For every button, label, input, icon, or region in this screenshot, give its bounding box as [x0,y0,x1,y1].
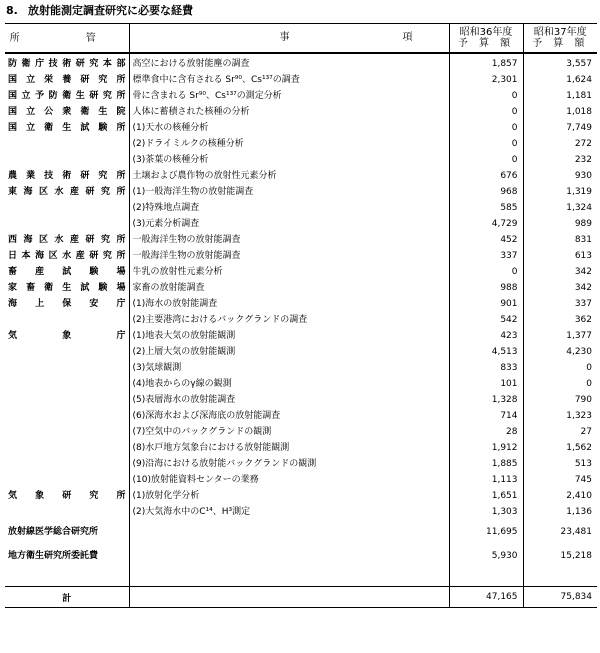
header-fy37 [523,24,597,54]
table-row [5,152,597,168]
fy37-value-cell: 2,410 [566,491,592,501]
fy36-value-cell: 1,857 [449,53,523,72]
item-cell: (3)茶葉の核種分析 [129,152,449,168]
title-text: 放射能測定調査研究に必要な経費 [28,4,193,17]
header-item-right: 項 [402,32,413,43]
fy37-value-cell: 337 [574,299,592,309]
fy36-value-cell: 1,912 [449,440,523,456]
org-cell [5,472,129,488]
table-row [5,296,597,312]
fy36-value-cell: 676 [449,168,523,184]
table-row [5,344,597,360]
table-row [5,280,597,296]
fy37-value-cell: 989 [574,219,592,229]
fy36-value-cell: 28 [449,424,523,440]
item-cell: (2)特殊地点調査 [129,200,449,216]
org-cell: 家畜衛生試験場 [5,280,129,296]
fy37-value-cell: 1,324 [566,203,592,213]
item-cell: (4)地表からのγ線の観測 [129,376,449,392]
item-cell: (2)主要港湾におけるバックグランドの調査 [129,312,449,328]
table-row [5,200,597,216]
total-item-cell [129,587,449,608]
item-cell: 標準食中に含有される Sr⁹⁰、Cs¹³⁷の調査 [129,72,449,88]
spacer-row [5,568,597,587]
header-item-left: 事 [279,32,290,43]
org-cell [5,344,129,360]
item-cell: (3)元素分析調査 [129,216,449,232]
item-cell: (9)沿海における放射能バックグランドの観測 [129,456,449,472]
table-row [5,104,597,120]
fy37-value-cell: 1,323 [566,411,592,421]
header-fy36-label: 予 算 額 [457,38,515,49]
header-fy37-label: 予 算 額 [532,38,589,49]
org-cell: 国立栄養研究所 [5,72,129,88]
fy36-value-cell: 901 [449,296,523,312]
table-row [5,232,597,248]
table-row [5,328,597,344]
fy37-value-cell: 4,230 [566,347,592,357]
spacer-cell [5,568,129,587]
item-cell: 牛乳の放射性元素分析 [129,264,449,280]
header-item [129,24,449,54]
table-row [5,392,597,408]
org-cell [5,376,129,392]
fy36-value-cell: 2,301 [449,72,523,88]
org-cell [5,312,129,328]
fy36-value-cell: 1,885 [449,456,523,472]
table-row [5,72,597,88]
header-org: 所 管 [5,24,129,54]
table-row [5,53,597,72]
fy37-value-cell: 831 [574,235,592,245]
item-cell: (1)地表大気の放射能観測 [129,328,449,344]
item-cell: (1)一般海洋生物の放射能調査 [129,184,449,200]
fy37-value-cell: 15,218 [560,550,592,561]
org-cell: 東海区水産研究所 [5,184,129,200]
org-cell: 畜産試験場 [5,264,129,280]
item-cell: (6)深海水および深海底の放射能調査 [129,408,449,424]
fy36-value-cell: 0 [449,264,523,280]
item-cell: 一般海洋生物の放射能調査 [129,248,449,264]
fy37-value-cell: 1,319 [566,187,592,197]
table-row [5,408,597,424]
fy37-value-cell: 7,749 [566,123,592,133]
total-fy37: 75,834 [523,587,597,608]
org-cell [5,408,129,424]
fy37-value-cell: 1,377 [566,331,592,341]
table-row [5,136,597,152]
item-cell: (7)空気中のバックグランドの観測 [129,424,449,440]
fy36-value-cell: 0 [449,104,523,120]
item-cell: 人体に蓄積された核種の分析 [129,104,449,120]
header-fy37-year: 昭和37年度 [533,27,587,38]
fy36-value-cell: 11,695 [449,520,523,544]
fy37-value-cell: 23,481 [560,526,592,537]
fy36-value-cell: 5,930 [449,544,523,568]
org-cell: 地方衛生研究所委託費 [5,544,129,568]
fy36-value-cell: 988 [449,280,523,296]
table-row [5,520,597,544]
org-cell [5,136,129,152]
table-row [5,488,597,504]
org-cell: 農業技術研究所 [5,168,129,184]
title-number: 8. [6,4,18,17]
item-cell: (2)大気海水中のC¹⁴、H³測定 [129,504,449,520]
item-cell: 土壌および農作物の放射性元素分析 [129,168,449,184]
fy37-value-cell: 0 [586,363,592,373]
fy37-value-cell: 1,018 [566,107,592,117]
fy36-value-cell: 423 [449,328,523,344]
fy37-value-cell: 342 [574,267,592,277]
item-cell: 高空における放射能塵の調査 [129,53,449,72]
fy36-value-cell: 1,328 [449,392,523,408]
org-cell [5,152,129,168]
org-cell [5,216,129,232]
org-cell: 西海区水産研究所 [5,232,129,248]
fy37-value-cell: 513 [574,459,592,469]
total-row [5,587,597,608]
fy36-value-cell: 0 [449,152,523,168]
item-cell [129,544,449,568]
fy37-value-cell: 27 [580,427,592,437]
fy36-value-cell: 337 [449,248,523,264]
table-row [5,264,597,280]
table-row [5,120,597,136]
total-fy36: 47,165 [449,587,523,608]
table-row [5,248,597,264]
org-cell: 放射線医学総合研究所 [5,520,129,544]
fy36-value-cell: 452 [449,232,523,248]
fy36-value-cell: 714 [449,408,523,424]
fy36-value-cell: 0 [449,88,523,104]
fy37-value-cell: 1,136 [566,507,592,517]
fy36-value-cell: 968 [449,184,523,200]
fy36-value-cell: 1,303 [449,504,523,520]
table-row [5,456,597,472]
table-row [5,312,597,328]
fy37-value-cell: 1,181 [566,91,592,101]
org-cell [5,360,129,376]
table-row [5,184,597,200]
item-cell: (1)放射化学分析 [129,488,449,504]
table-row [5,440,597,456]
fy36-value-cell: 4,513 [449,344,523,360]
fy37-value-cell: 790 [574,395,592,405]
org-cell [5,200,129,216]
fy37-value-cell: 1,562 [566,443,592,453]
table-row [5,472,597,488]
org-cell [5,456,129,472]
header-fy36-year: 昭和36年度 [459,27,513,38]
table-row [5,168,597,184]
org-cell [5,424,129,440]
fy37-value-cell: 232 [574,155,592,165]
item-cell: (8)水戸地方気象台における放射能観測 [129,440,449,456]
table-row [5,504,597,520]
fy37-value-cell: 1,624 [566,75,592,85]
table-row [5,544,597,568]
org-cell [5,392,129,408]
fy36-value-cell: 1,651 [449,488,523,504]
item-cell: (2)ドライミルクの核種分析 [129,136,449,152]
org-cell: 日本海区水産研究所 [5,248,129,264]
item-cell: (1)海水の放射能調査 [129,296,449,312]
table-row [5,360,597,376]
item-cell: 一般海洋生物の放射能調査 [129,232,449,248]
org-cell: 気象庁 [5,328,129,344]
fy36-value-cell: 585 [449,200,523,216]
spacer-cell [129,568,449,587]
budget-table [5,23,597,608]
fy37-value-cell: 272 [574,139,592,149]
item-cell: (3)気球観測 [129,360,449,376]
fy36-value-cell: 101 [449,376,523,392]
org-cell: 海上保安庁 [5,296,129,312]
fy37-value-cell: 362 [574,315,592,325]
org-cell: 気象研究所 [5,488,129,504]
fy37-value-cell: 745 [574,475,592,485]
org-cell: 国立衛生試験所 [5,120,129,136]
org-cell: 国立公衆衛生院 [5,104,129,120]
fy36-value-cell: 0 [449,120,523,136]
header-fy36 [449,24,523,54]
item-cell: 骨に含まれる Sr⁹⁰、Cs¹³⁷の測定分析 [129,88,449,104]
fy37-value-cell: 930 [574,171,592,181]
org-cell [5,504,129,520]
fy36-value-cell: 0 [449,136,523,152]
table-row [5,376,597,392]
item-cell: (5)表層海水の放射能調査 [129,392,449,408]
fy36-value-cell: 4,729 [449,216,523,232]
item-cell: 家畜の放射能調査 [129,280,449,296]
item-cell: (10)放射能資料センターの業務 [129,472,449,488]
fy37-value-cell: 3,557 [566,59,592,69]
item-cell: (1)天水の核種分析 [129,120,449,136]
fy36-value-cell: 1,113 [449,472,523,488]
table-row [5,88,597,104]
fy36-value-cell: 833 [449,360,523,376]
fy37-value-cell: 613 [574,251,592,261]
spacer-cell [449,568,523,587]
org-cell: 国立予防衛生研究所 [5,88,129,104]
item-cell: (2)上層大気の放射能観測 [129,344,449,360]
fy37-value-cell: 0 [586,379,592,389]
fy36-value-cell: 542 [449,312,523,328]
spacer-cell [523,568,597,587]
fy37-value-cell: 342 [574,283,592,293]
table-header-row [5,24,597,54]
total-label: 計 [5,587,129,608]
table-row [5,424,597,440]
org-cell [5,440,129,456]
table-body [5,53,597,608]
item-cell [129,520,449,544]
document-title [6,3,586,19]
table-row [5,216,597,232]
org-cell: 防衛庁技術研究本部 [5,53,129,72]
